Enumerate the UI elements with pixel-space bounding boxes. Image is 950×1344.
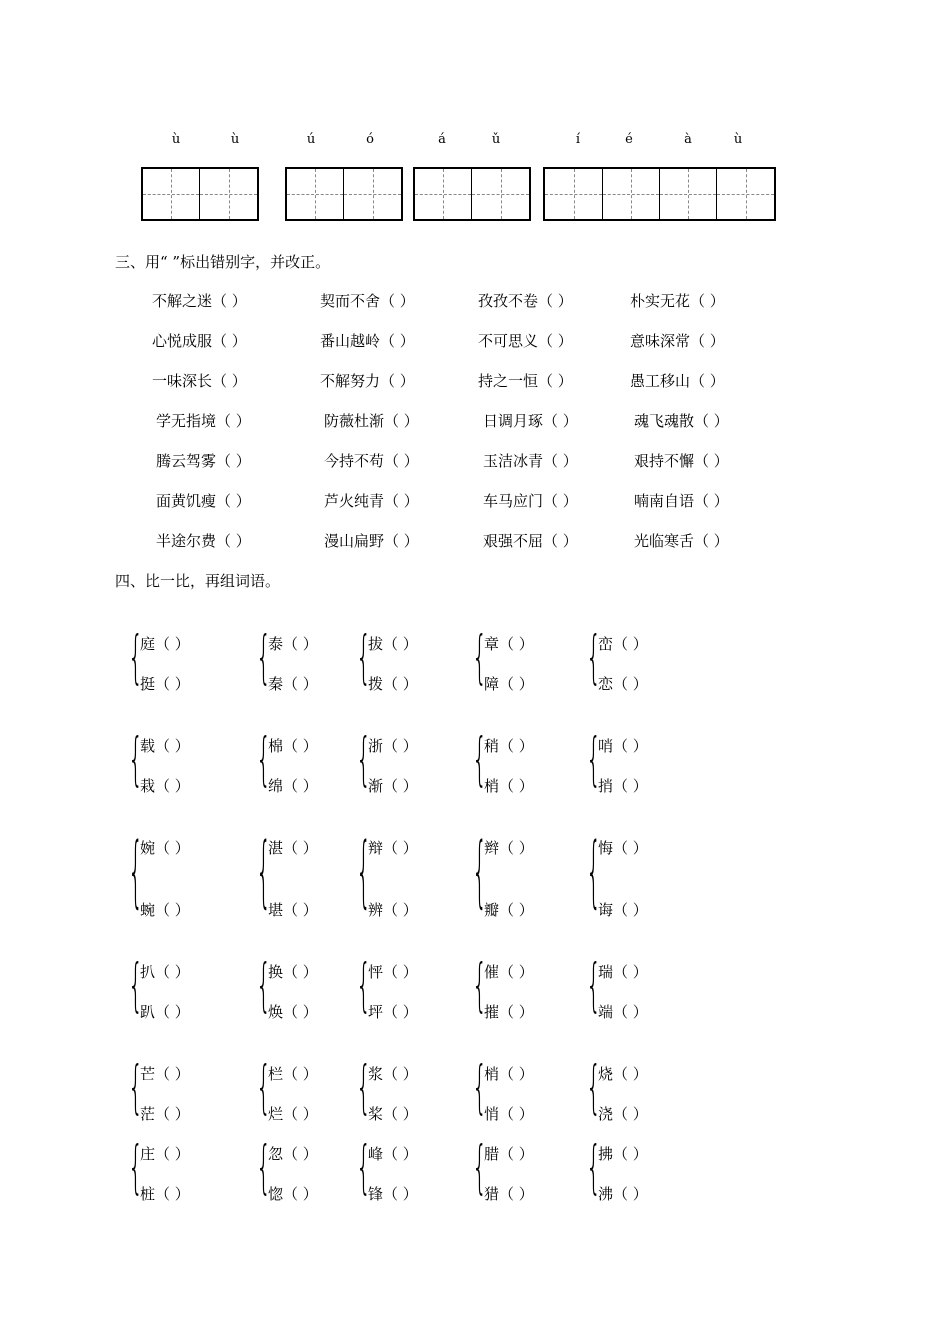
curly-brace-icon: { (256, 1054, 272, 1121)
curly-brace-icon: { (586, 1134, 602, 1201)
idiom-item: 车马应门（ ） (483, 492, 578, 510)
pinyin: á (438, 132, 446, 147)
answer-paren[interactable]: （ ） (383, 963, 418, 981)
char: 悔 (598, 839, 614, 857)
char-word-item (140, 735, 190, 756)
char: 桨 (368, 1105, 384, 1123)
curly-brace-icon: { (586, 1054, 602, 1121)
answer-paren[interactable]: （ ） (283, 839, 318, 857)
curly-brace-icon: { (356, 726, 372, 793)
char-word-item (140, 1143, 190, 1164)
char-word-item (140, 1001, 190, 1022)
char: 烧 (598, 1065, 614, 1083)
char: 茫 (140, 1105, 156, 1123)
char-word-item (368, 899, 418, 920)
char: 瑞 (598, 963, 614, 981)
char: 坪 (368, 1003, 384, 1021)
char-word-item (268, 1103, 318, 1124)
char-word-item (484, 1143, 534, 1164)
char-word-item (368, 1183, 418, 1204)
char: 猎 (484, 1185, 500, 1203)
answer-paren[interactable]: （ ） (283, 1003, 318, 1021)
char-word-item (268, 899, 318, 920)
grid-cell[interactable] (200, 169, 257, 219)
answer-paren[interactable]: （ ） (613, 737, 648, 755)
char: 沸 (598, 1185, 614, 1203)
answer-paren[interactable]: （ ） (613, 1145, 648, 1163)
answer-paren[interactable]: （ ） (283, 737, 318, 755)
answer-paren[interactable]: （ ） (155, 777, 190, 795)
pinyin: é (625, 132, 633, 147)
answer-paren[interactable]: （ ） (499, 777, 534, 795)
char-word-item (368, 1001, 418, 1022)
char-word-item (598, 1001, 648, 1022)
answer-paren[interactable]: （ ） (155, 901, 190, 919)
char-word-item (140, 899, 190, 920)
curly-brace-icon: { (128, 624, 144, 691)
answer-paren[interactable]: （ ） (283, 1185, 318, 1203)
answer-paren[interactable]: （ ） (613, 1065, 648, 1083)
curly-brace-icon: { (586, 726, 602, 793)
char: 绵 (268, 777, 284, 795)
curly-brace-icon: { (256, 726, 272, 793)
writing-grid[interactable] (141, 167, 259, 221)
curly-brace-icon: { (472, 826, 488, 917)
curly-brace-icon: { (356, 1054, 372, 1121)
answer-paren[interactable]: （ ） (613, 635, 648, 653)
answer-paren[interactable]: （ ） (383, 1003, 418, 1021)
char: 催 (484, 963, 500, 981)
curly-brace-icon: { (128, 1054, 144, 1121)
idiom-item: 契而不舍（ ） (320, 292, 415, 310)
curly-brace-icon: { (472, 624, 488, 691)
char-word-item (268, 775, 318, 796)
idiom-item: 学无指境（ ） (156, 412, 251, 430)
char: 梢 (484, 1065, 500, 1083)
char-word-item (268, 1183, 318, 1204)
answer-paren[interactable]: （ ） (155, 1105, 190, 1123)
char-word-item (268, 1063, 318, 1084)
char: 庭 (140, 635, 156, 653)
char-word-item (140, 1103, 190, 1124)
grid-cell[interactable] (287, 169, 344, 219)
char-word-item (484, 1001, 534, 1022)
answer-paren[interactable]: （ ） (613, 839, 648, 857)
char: 渐 (368, 777, 384, 795)
char-word-item (598, 837, 648, 858)
grid-cell[interactable] (415, 169, 472, 219)
char-word-item (484, 1103, 534, 1124)
answer-paren[interactable]: （ ） (283, 675, 318, 693)
curly-brace-icon: { (586, 952, 602, 1019)
char-word-item (484, 775, 534, 796)
answer-paren[interactable]: （ ） (383, 1105, 418, 1123)
char-word-item (368, 961, 418, 982)
grid-cell[interactable] (344, 169, 401, 219)
char-word-item (268, 837, 318, 858)
section-4-title: 四、比一比，再组词语。 (115, 572, 281, 590)
curly-brace-icon: { (128, 952, 144, 1019)
char: 芒 (140, 1065, 156, 1083)
char-word-item (598, 633, 648, 654)
answer-paren[interactable]: （ ） (283, 1065, 318, 1083)
char-word-item (368, 1063, 418, 1084)
idiom-item: 愚工移山（ ） (630, 372, 725, 390)
answer-paren[interactable]: （ ） (499, 1003, 534, 1021)
char: 烂 (268, 1105, 284, 1123)
char-word-item (368, 1103, 418, 1124)
answer-paren[interactable]: （ ） (383, 901, 418, 919)
char: 堪 (268, 901, 284, 919)
answer-paren[interactable]: （ ） (613, 777, 648, 795)
grid-cell[interactable] (603, 169, 660, 219)
char: 忽 (268, 1145, 284, 1163)
char-word-item (368, 837, 418, 858)
char: 端 (598, 1003, 614, 1021)
idiom-item: 持之一恒（ ） (478, 372, 573, 390)
answer-paren[interactable]: （ ） (499, 737, 534, 755)
char-word-item (268, 735, 318, 756)
answer-paren[interactable]: （ ） (499, 963, 534, 981)
char: 栏 (268, 1065, 284, 1083)
char-word-item (598, 899, 648, 920)
curly-brace-icon: { (356, 952, 372, 1019)
char: 瓣 (484, 901, 500, 919)
curly-brace-icon: { (472, 726, 488, 793)
idiom-item: 一味深长（ ） (152, 372, 247, 390)
curly-brace-icon: { (256, 952, 272, 1019)
char: 梢 (484, 777, 500, 795)
idiom-item: 魂飞魂散（ ） (634, 412, 729, 430)
answer-paren[interactable]: （ ） (613, 901, 648, 919)
answer-paren[interactable]: （ ） (383, 1145, 418, 1163)
char: 诲 (598, 901, 614, 919)
curly-brace-icon: { (586, 624, 602, 691)
char: 棉 (268, 737, 284, 755)
idiom-item: 今持不苟（ ） (324, 452, 419, 470)
char: 辩 (368, 839, 384, 857)
char: 拂 (598, 1145, 614, 1163)
curly-brace-icon: { (356, 826, 372, 917)
curly-brace-icon: { (128, 726, 144, 793)
pinyin: ú (306, 132, 316, 147)
char: 桩 (140, 1185, 156, 1203)
char: 峦 (598, 635, 614, 653)
grid-cell[interactable] (660, 169, 717, 219)
idiom-item: 玉洁冰青（ ） (483, 452, 578, 470)
answer-paren[interactable]: （ ） (613, 1003, 648, 1021)
curly-brace-icon: { (256, 826, 272, 917)
char: 浙 (368, 737, 384, 755)
char: 栽 (140, 777, 156, 795)
char: 障 (484, 675, 500, 693)
answer-paren[interactable]: （ ） (283, 777, 318, 795)
char-word-item (140, 837, 190, 858)
curly-brace-icon: { (472, 1134, 488, 1201)
char-word-item (268, 1143, 318, 1164)
char: 载 (140, 737, 156, 755)
section-3-title: 三、用“ ”标出错别字，并改正。 (115, 253, 331, 271)
char-word-item (484, 633, 534, 654)
pinyin: ó (366, 132, 374, 147)
char: 峰 (368, 1145, 384, 1163)
char-word-item (368, 633, 418, 654)
answer-paren[interactable]: （ ） (499, 675, 534, 693)
idiom-item: 不解之迷（ ） (152, 292, 247, 310)
answer-paren[interactable]: （ ） (155, 963, 190, 981)
answer-paren[interactable]: （ ） (283, 1105, 318, 1123)
idiom-item: 意味深常（ ） (630, 332, 725, 350)
char: 扒 (140, 963, 156, 981)
char-word-item (140, 961, 190, 982)
pinyin: à (684, 132, 692, 147)
char-word-item (484, 837, 534, 858)
char: 湛 (268, 839, 284, 857)
idiom-item: 不可思义（ ） (478, 332, 573, 350)
pinyin: ù (171, 132, 181, 147)
char: 蜿 (140, 901, 156, 919)
curly-brace-icon: { (356, 624, 372, 691)
grid-cell[interactable] (545, 169, 603, 219)
writing-grid[interactable] (285, 167, 403, 221)
char-word-item (140, 673, 190, 694)
char-word-item (598, 1063, 648, 1084)
char: 泰 (268, 635, 284, 653)
idiom-item: 防薇杜渐（ ） (324, 412, 419, 430)
char-word-item (598, 735, 648, 756)
answer-paren[interactable]: （ ） (283, 635, 318, 653)
pinyin: í (575, 132, 581, 147)
char: 挺 (140, 675, 156, 693)
idiom-item: 芦火纯青（ ） (324, 492, 419, 510)
answer-paren[interactable]: （ ） (613, 963, 648, 981)
char: 婉 (140, 839, 156, 857)
idiom-item: 不解努力（ ） (320, 372, 415, 390)
pinyin: ù (733, 132, 743, 147)
curly-brace-icon: { (128, 1134, 144, 1201)
grid-cell[interactable] (717, 169, 774, 219)
char-word-item (484, 899, 534, 920)
char: 焕 (268, 1003, 284, 1021)
answer-paren[interactable]: （ ） (155, 675, 190, 693)
answer-paren[interactable]: （ ） (283, 901, 318, 919)
char: 腊 (484, 1145, 500, 1163)
char-word-item (268, 961, 318, 982)
answer-paren[interactable]: （ ） (383, 1065, 418, 1083)
idiom-item: 半途尔费（ ） (156, 532, 251, 550)
answer-paren[interactable]: （ ） (383, 635, 418, 653)
idiom-item: 漫山扁野（ ） (324, 532, 419, 550)
answer-paren[interactable]: （ ） (613, 1105, 648, 1123)
answer-paren[interactable]: （ ） (155, 1145, 190, 1163)
curly-brace-icon: { (256, 1134, 272, 1201)
answer-paren[interactable]: （ ） (613, 1185, 648, 1203)
char-word-item (484, 1183, 534, 1204)
char-word-item (484, 735, 534, 756)
answer-paren[interactable]: （ ） (155, 839, 190, 857)
curly-brace-icon: { (472, 952, 488, 1019)
char: 秦 (268, 675, 284, 693)
char-word-item (598, 961, 648, 982)
char-word-item (140, 1183, 190, 1204)
char: 怦 (368, 963, 384, 981)
char: 摧 (484, 1003, 500, 1021)
idiom-item: 喃南自语（ ） (634, 492, 729, 510)
answer-paren[interactable]: （ ） (499, 901, 534, 919)
char: 辫 (484, 839, 500, 857)
char: 拨 (368, 675, 384, 693)
char: 稍 (484, 737, 500, 755)
char-word-item (140, 775, 190, 796)
char-word-item (598, 775, 648, 796)
char: 恋 (598, 675, 614, 693)
pinyin: ù (230, 132, 240, 147)
char-word-item (598, 1103, 648, 1124)
char: 庄 (140, 1145, 156, 1163)
idiom-item: 日调月琢（ ） (483, 412, 578, 430)
char-word-item (368, 1143, 418, 1164)
char-word-item (140, 633, 190, 654)
answer-paren[interactable]: （ ） (155, 1065, 190, 1083)
answer-paren[interactable]: （ ） (383, 1185, 418, 1203)
idiom-item: 光临寒舌（ ） (634, 532, 729, 550)
answer-paren[interactable]: （ ） (499, 1145, 534, 1163)
writing-grid[interactable] (543, 167, 776, 221)
char-word-item (368, 673, 418, 694)
curly-brace-icon: { (586, 826, 602, 917)
grid-cell[interactable] (143, 169, 200, 219)
char-word-item (598, 1143, 648, 1164)
idiom-item: 面黄饥瘦（ ） (156, 492, 251, 510)
answer-paren[interactable]: （ ） (155, 635, 190, 653)
answer-paren[interactable]: （ ） (383, 839, 418, 857)
answer-paren[interactable]: （ ） (499, 635, 534, 653)
curly-brace-icon: { (128, 826, 144, 917)
answer-paren[interactable]: （ ） (283, 963, 318, 981)
answer-paren[interactable]: （ ） (499, 839, 534, 857)
idiom-item: 孜孜不卷（ ） (478, 292, 573, 310)
idiom-item: 艰持不懈（ ） (634, 452, 729, 470)
answer-paren[interactable]: （ ） (155, 1003, 190, 1021)
char-word-item (140, 1063, 190, 1084)
curly-brace-icon: { (472, 1054, 488, 1121)
idiom-item: 心悦成服（ ） (152, 332, 247, 350)
char: 哨 (598, 737, 614, 755)
char-word-item (484, 961, 534, 982)
answer-paren[interactable]: （ ） (383, 737, 418, 755)
idiom-item: 腾云驾雾（ ） (156, 452, 251, 470)
curly-brace-icon: { (256, 624, 272, 691)
char: 拔 (368, 635, 384, 653)
answer-paren[interactable]: （ ） (155, 737, 190, 755)
char-word-item (268, 673, 318, 694)
char: 捎 (598, 777, 614, 795)
char: 趴 (140, 1003, 156, 1021)
char-word-item (484, 1063, 534, 1084)
char-word-item (268, 1001, 318, 1022)
char-word-item (268, 633, 318, 654)
answer-paren[interactable]: （ ） (499, 1105, 534, 1123)
idiom-item: 朴实无花（ ） (630, 292, 725, 310)
writing-grid[interactable] (413, 167, 531, 221)
curly-brace-icon: { (356, 1134, 372, 1201)
answer-paren[interactable]: （ ） (155, 1185, 190, 1203)
char: 浇 (598, 1105, 614, 1123)
char: 章 (484, 635, 500, 653)
idiom-item: 艰强不屈（ ） (483, 532, 578, 550)
answer-paren[interactable]: （ ） (499, 1185, 534, 1203)
char: 辨 (368, 901, 384, 919)
char: 悄 (484, 1105, 500, 1123)
char-word-item (598, 1183, 648, 1204)
answer-paren[interactable]: （ ） (383, 675, 418, 693)
char-word-item (598, 673, 648, 694)
char-word-item (368, 775, 418, 796)
answer-paren[interactable]: （ ） (499, 1065, 534, 1083)
idiom-item: 番山越岭（ ） (320, 332, 415, 350)
answer-paren[interactable]: （ ） (613, 675, 648, 693)
pinyin: ǔ (491, 132, 501, 147)
char-word-item (484, 673, 534, 694)
answer-paren[interactable]: （ ） (383, 777, 418, 795)
char: 浆 (368, 1065, 384, 1083)
char-word-item (368, 735, 418, 756)
grid-cell[interactable] (472, 169, 529, 219)
char: 换 (268, 963, 284, 981)
answer-paren[interactable]: （ ） (283, 1145, 318, 1163)
char: 惚 (268, 1185, 284, 1203)
char: 锋 (368, 1185, 384, 1203)
